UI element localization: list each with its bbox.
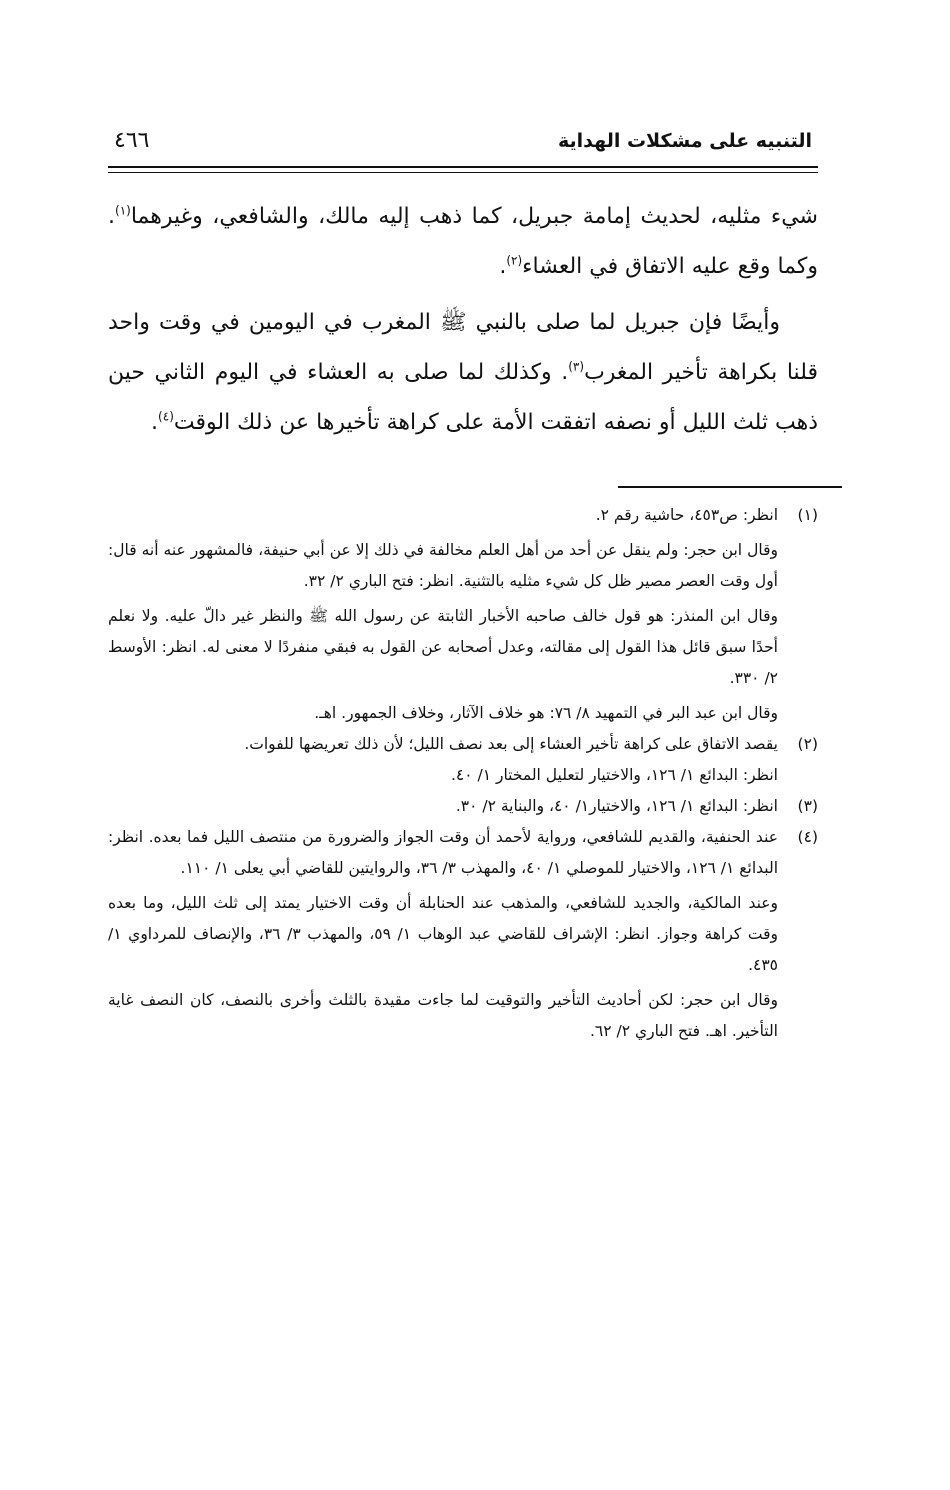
body-paragraph-1 bbox=[108, 192, 818, 292]
footnote-ref-4: (٤) bbox=[158, 409, 174, 424]
running-title: التنبيه على مشكلات الهداية bbox=[558, 130, 812, 152]
paragraph-2-text-b: . وكذلك لما صلى به العشاء في اليوم الثاني حين ذهب ثلث الليل أو نصفه اتفقت الأمة على كراهة تأخيرها عن ذلك الوقت bbox=[108, 360, 818, 435]
footnote-line: وعند المالكية، والجديد للشافعي، والمذهب عند الحنابلة أن وقت الاختيار يمتد إلى ثلث الليل، وما بعده وقت كراهة وجواز. انظر: الإشراف للقاضي عبد الوهاب ١/ ٥٩، والمهذب ٣/ ٣٦، والإنصاف للمرداوي ١/ ٤٣٥. bbox=[108, 894, 778, 974]
footnote-line: عند الحنفية، والقديم للشافعي، ورواية لأحمد أن وقت الجواز والضرورة من منتصف الليل فما بعده. انظر: البدائع ١/ ١٢٦، والاختيار للموصلي ١/ ٤٠، والمهذب ٣/ ٣٦، والروايتين للقاضي أبي يعلى ١/ ١١٠. bbox=[108, 828, 778, 877]
footnote-line: وقال ابن حجر: ولم ينقل عن أحد من أهل العلم مخالفة في ذلك إلا عن أبي حنيفة، فالمشهور عنه أنه قال: أول وقت العصر مصير ظل كل شيء مثليه بالتثنية. انظر: فتح الباري ٢/ ٣٢. bbox=[108, 541, 778, 590]
footnote-number: (٢) bbox=[797, 735, 818, 753]
footnote-line: يقصد الاتفاق على كراهة تأخير العشاء إلى بعد نصف الليل؛ لأن ذلك تعريضها للفوات. bbox=[244, 735, 778, 753]
footnote-separator bbox=[618, 486, 842, 488]
footnote-line: انظر: البدائع ١/ ١٢٦، والاختيار لتعليل المختار ١/ ٤٠. bbox=[450, 766, 778, 784]
paragraph-1-text-c: . bbox=[499, 254, 507, 279]
footnote-1 bbox=[108, 500, 818, 729]
footnote-line: وقال ابن المنذر: هو قول خالف صاحبه الأخبار الثابتة عن رسول الله ﷺ والنظر غير دالّ عليه. ولا نعلم أحدًا سبق قائل هذا القول إلى مقالته، وعدل أصحابه عن القول به فبقي منفردًا لا معنى له. انظر: الأوسط ٢/ ٣٣٠. bbox=[108, 607, 778, 687]
header-rule-thin bbox=[108, 172, 818, 173]
page-number: ٤٦٦ bbox=[114, 128, 150, 153]
footnote-number: (١) bbox=[797, 506, 818, 524]
header-rule-thick bbox=[108, 166, 818, 168]
footnote-line: انظر: ص٤٥٣، حاشية رقم ٢. bbox=[595, 506, 778, 524]
footnote-4 bbox=[108, 822, 818, 1047]
footnote-line: وقال ابن عبد البر في التمهيد ٨/ ٧٦: هو خلاف الآثار، وخلاف الجمهور. اهـ. bbox=[314, 704, 778, 722]
footnote-number: (٤) bbox=[797, 828, 818, 846]
footnote-ref-2: (٢) bbox=[506, 253, 523, 268]
footnotes bbox=[108, 500, 818, 1047]
footnote-2 bbox=[108, 729, 818, 791]
footnote-3 bbox=[108, 791, 818, 822]
footnote-ref-3: (٣) bbox=[568, 359, 585, 374]
paragraph-2-text-a: وأيضًا فإن جبريل لما صلى بالنبي ﷺ المغرب في اليومين في وقت واحد قلنا بكراهة تأخير المغرب bbox=[108, 310, 818, 385]
running-header bbox=[108, 120, 818, 164]
body-paragraph-2 bbox=[108, 298, 818, 448]
paragraph-1-text-b: . وكما وقع عليه الاتفاق في العشاء bbox=[108, 204, 818, 279]
paragraph-1-text-a: شيء مثليه، لحديث إمامة جبريل، كما ذهب إليه مالك، والشافعي، وغيرهما bbox=[130, 204, 818, 229]
footnote-ref-1: (١) bbox=[115, 203, 131, 218]
main-text bbox=[108, 192, 818, 454]
footnote-line: انظر: البدائع ١/ ١٢٦، والاختيار١/ ٤٠، والبناية ٢/ ٣٠. bbox=[455, 797, 778, 815]
footnote-line: وقال ابن حجر: لكن أحاديث التأخير والتوقيت لما جاءت مقيدة بالثلث وأخرى بالنصف، كان النصف غاية التأخير. اهـ. فتح الباري ٢/ ٦٢. bbox=[108, 991, 778, 1040]
footnote-number: (٣) bbox=[797, 797, 818, 815]
paragraph-2-text-c: . bbox=[151, 410, 159, 435]
